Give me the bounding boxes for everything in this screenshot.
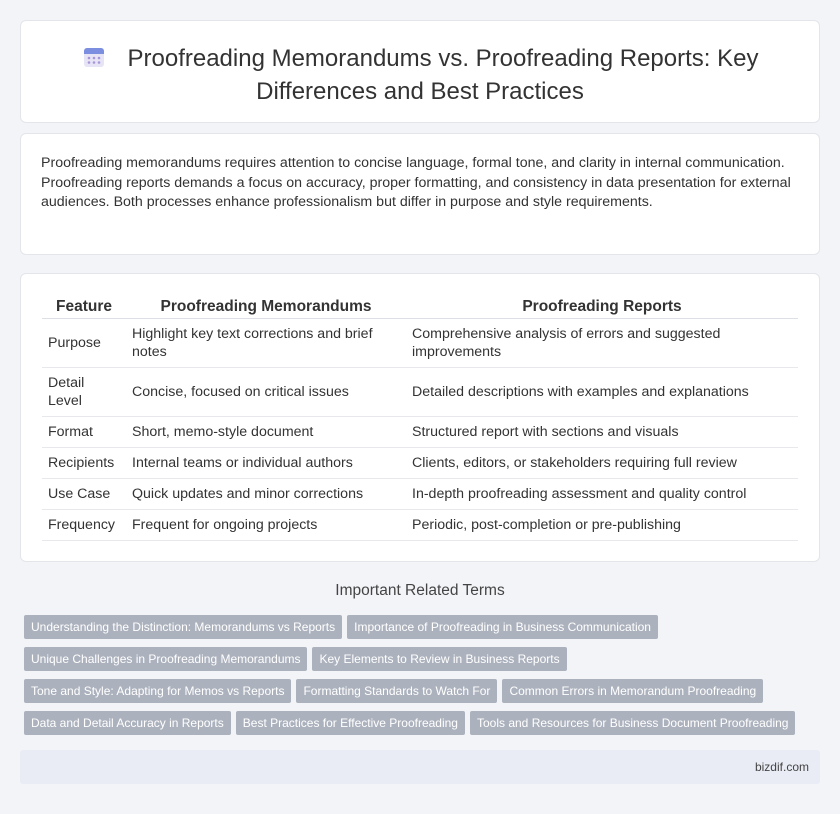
related-term-tag[interactable]: Importance of Proofreading in Business Communication [347, 615, 658, 639]
tag-row [24, 615, 824, 639]
row-report: Periodic, post-completion or pre-publishing [406, 510, 798, 541]
related-term-tag[interactable]: Common Errors in Memorandum Proofreading [502, 679, 763, 703]
table-row [42, 319, 798, 368]
calendar-icon [82, 45, 106, 77]
row-memorandum: Highlight key text corrections and brief notes [126, 319, 406, 368]
table-header-row [42, 296, 798, 319]
row-feature: Format [42, 417, 126, 448]
related-terms-list [24, 615, 824, 743]
row-report: Structured report with sections and visuals [406, 417, 798, 448]
title-line-1: Proofreading Memorandums vs. Proofreading Reports: Key [127, 45, 759, 72]
row-memorandum: Internal teams or individual authors [126, 448, 406, 479]
row-feature: Frequency [42, 510, 126, 541]
related-term-tag[interactable]: Tone and Style: Adapting for Memos vs Reports [24, 679, 291, 703]
row-feature: Recipients [42, 448, 126, 479]
tag-row [24, 711, 824, 735]
related-term-tag[interactable]: Unique Challenges in Proofreading Memorandums [24, 647, 307, 671]
footer-site-link[interactable]: bizdif.com [754, 760, 809, 774]
header-memorandums: Proofreading Memorandums [126, 296, 406, 319]
footer [20, 750, 820, 784]
related-term-tag[interactable]: Key Elements to Review in Business Reports [312, 647, 566, 671]
row-memorandum: Frequent for ongoing projects [126, 510, 406, 541]
row-feature: Detail Level [42, 368, 126, 417]
row-report: In-depth proofreading assessment and quality control [406, 479, 798, 510]
comparison-card [20, 273, 820, 562]
related-term-tag[interactable]: Tools and Resources for Business Document Proofreading [470, 711, 796, 735]
header-reports: Proofreading Reports [406, 296, 798, 319]
intro-text: Proofreading memorandums requires attention to concise language, formal tone, and clarity in internal communication. Proofreading reports demands a focus on accuracy, proper formatting, and consistency in data presentation for external audiences. Both processes enhance professionalism but differ in purpose and style requirements. [41, 155, 791, 210]
related-terms-title: Important Related Terms [335, 582, 505, 599]
comparison-table [42, 296, 798, 541]
intro-card [20, 133, 820, 255]
title-line-2: Differences and Best Practices [256, 78, 584, 105]
related-term-tag[interactable]: Data and Detail Accuracy in Reports [24, 711, 231, 735]
table-row [42, 448, 798, 479]
related-term-tag[interactable]: Understanding the Distinction: Memorandums vs Reports [24, 615, 342, 639]
table-row [42, 479, 798, 510]
tag-row [24, 679, 824, 703]
row-report: Comprehensive analysis of errors and suggested improvements [406, 319, 798, 368]
row-memorandum: Short, memo-style document [126, 417, 406, 448]
page-title [21, 44, 819, 107]
row-feature: Purpose [42, 319, 126, 368]
row-memorandum: Concise, focused on critical issues [126, 368, 406, 417]
related-term-tag[interactable]: Best Practices for Effective Proofreading [236, 711, 465, 735]
row-memorandum: Quick updates and minor corrections [126, 479, 406, 510]
table-row [42, 368, 798, 417]
title-card [20, 20, 820, 123]
row-feature: Use Case [42, 479, 126, 510]
row-report: Clients, editors, or stakeholders requiring full review [406, 448, 798, 479]
header-feature: Feature [42, 296, 126, 319]
table-row [42, 417, 798, 448]
tag-row [24, 647, 824, 671]
table-row [42, 510, 798, 541]
row-report: Detailed descriptions with examples and explanations [406, 368, 798, 417]
related-term-tag[interactable]: Formatting Standards to Watch For [296, 679, 497, 703]
